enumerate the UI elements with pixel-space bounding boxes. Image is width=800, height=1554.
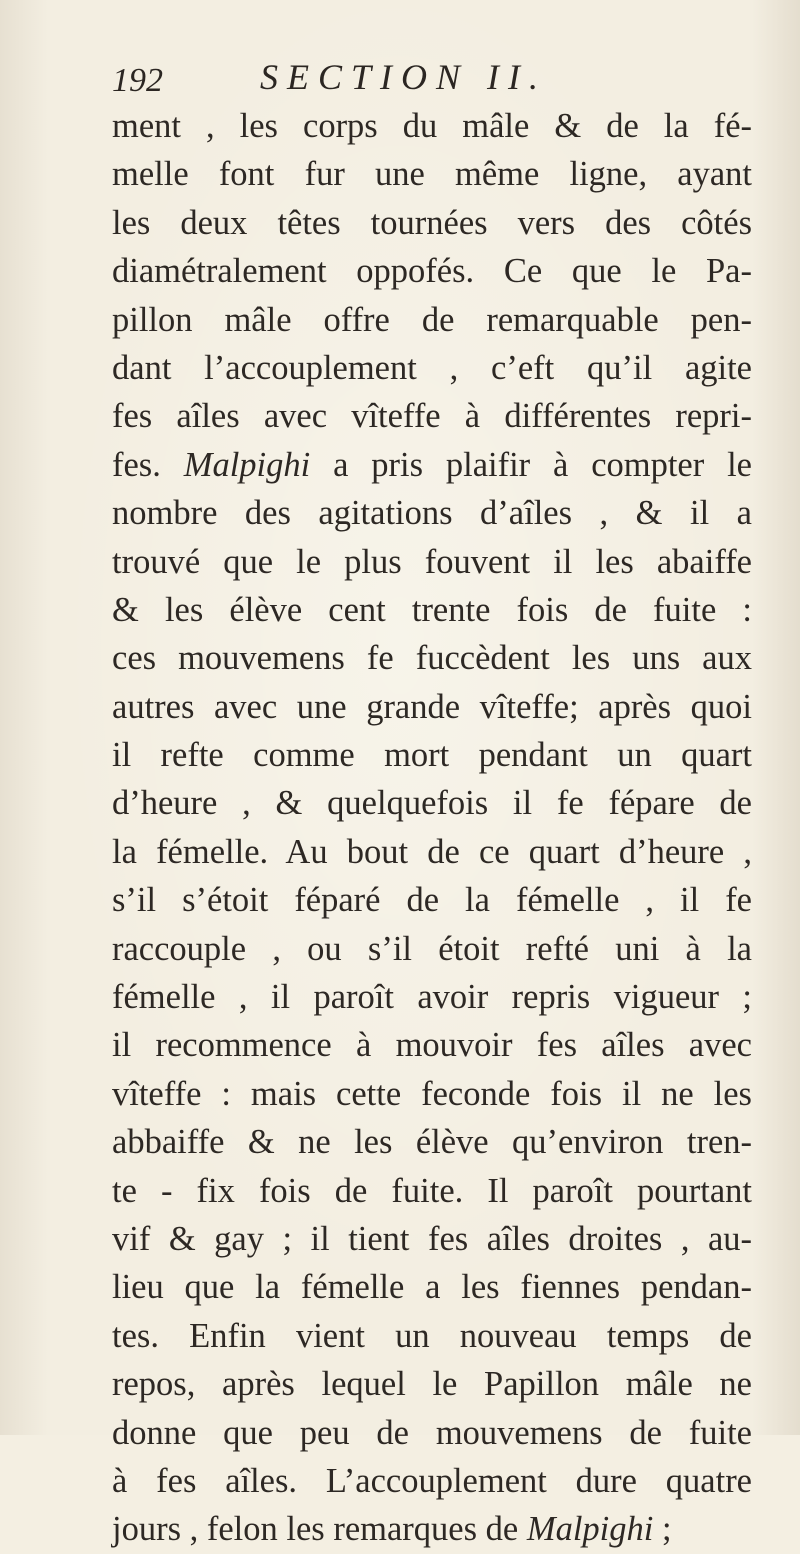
text-line: autres avec une grande vîteffe; après quoi xyxy=(112,687,752,726)
text-line: melle font fur une même ligne, ayant xyxy=(112,155,752,194)
text-line: jours , felon les remarques de Malpighi ; xyxy=(112,1510,672,1549)
text-line: ces mouvemens fe fuccèdent les uns aux xyxy=(112,639,752,678)
text-line: fes. Malpighi a pris plaifir à compter le xyxy=(112,445,752,484)
body-text xyxy=(112,102,752,1554)
author-name-italic: Malpighi xyxy=(183,445,311,484)
text-line: la fémelle. Au bout de ce quart d’heure , xyxy=(112,832,752,871)
text-line: lieu que la fémelle a les fiennes pendan- xyxy=(112,1268,752,1307)
text-line: fes aîles avec vîteffe à différentes repri- xyxy=(112,397,752,436)
text-line: vif & gay ; il tient fes aîles droites , au- xyxy=(112,1219,752,1258)
text-line: donne que peu de mouvemens de fuite xyxy=(112,1413,752,1452)
text-line: pillon mâle offre de remarquable pen- xyxy=(112,300,752,339)
text-line: s’il s’étoit féparé de la fémelle , il fe xyxy=(112,881,752,920)
text-line: trouvé que le plus fouvent il les abaiffe xyxy=(112,542,752,581)
running-title: SECTION II. xyxy=(260,57,547,97)
text-line: raccouple , ou s’il étoit refté uni à la xyxy=(112,929,752,968)
text-line: nombre des agitations d’aîles , & il a xyxy=(112,494,752,533)
text-line: repos, après lequel le Papillon mâle ne xyxy=(112,1365,752,1404)
page-header xyxy=(112,52,752,108)
text-line: il recommence à mouvoir fes aîles avec xyxy=(112,1026,752,1065)
text-line: te - fix fois de fuite. Il paroît pourtant xyxy=(112,1171,752,1210)
text-line: vîteffe : mais cette feconde fois il ne les xyxy=(112,1074,752,1113)
text-line: ment , les corps du mâle & de la fé- xyxy=(112,107,752,145)
text-line: abbaiffe & ne les élève qu’environ tren- xyxy=(112,1123,752,1162)
text-line: à fes aîles. L’accouplement dure quatre xyxy=(112,1461,752,1500)
text-line: diamétralement oppofés. Ce que le Pa- xyxy=(112,252,752,291)
text-line: dant l’accouplement , c’eft qu’il agite xyxy=(112,348,752,387)
page-number: 192 xyxy=(112,62,163,99)
text-line: il refte comme mort pendant un quart xyxy=(112,736,752,775)
text-line: d’heure , & quelquefois il fe fépare de xyxy=(112,784,752,823)
text-line: tes. Enfin vient un nouveau temps de xyxy=(112,1316,752,1355)
author-name-italic: Malpighi xyxy=(526,1510,654,1549)
text-line: fémelle , il paroît avoir repris vigueur ; xyxy=(112,978,752,1017)
text-line: & les élève cent trente fois de fuite : xyxy=(112,590,752,629)
text-line: les deux têtes tournées vers des côtés xyxy=(112,203,752,242)
